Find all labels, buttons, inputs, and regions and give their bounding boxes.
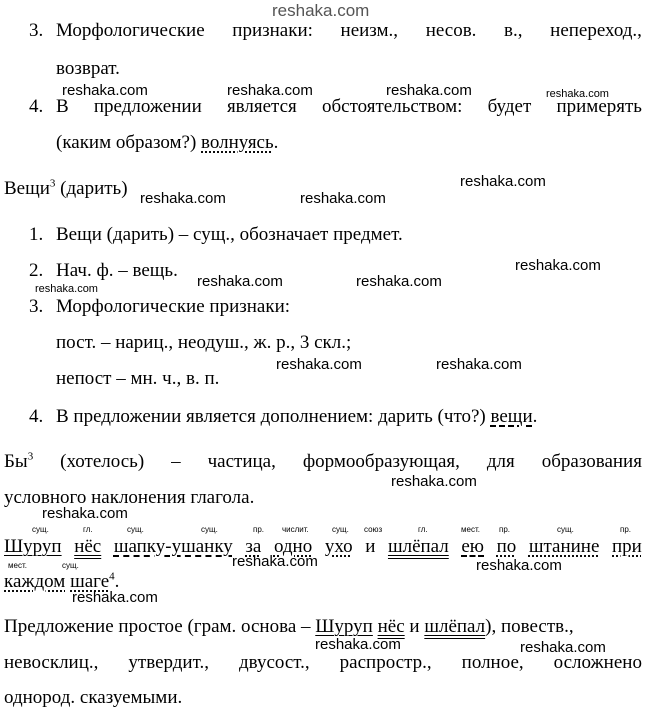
underlined-word: вещи bbox=[490, 406, 533, 427]
particle-paragraph bbox=[4, 451, 642, 473]
list-subitem: непост – мн. ч., в. п. bbox=[56, 368, 220, 389]
watermark: reshaka.com bbox=[391, 473, 477, 490]
word: В bbox=[56, 96, 69, 117]
word: неизм., bbox=[340, 20, 399, 41]
list-number: 4. bbox=[29, 406, 44, 427]
predicate-word: нёс bbox=[74, 536, 102, 557]
analysis-line bbox=[4, 652, 642, 674]
watermark: reshaka.com bbox=[386, 82, 472, 99]
text: . bbox=[532, 406, 538, 427]
pos-tag: пр. bbox=[499, 525, 511, 534]
adverbial-word: при bbox=[612, 536, 642, 557]
watermark: reshaka.com bbox=[197, 273, 283, 290]
word: будет bbox=[487, 96, 532, 117]
watermark: reshaka.com bbox=[272, 1, 370, 20]
object-word: ею bbox=[461, 536, 484, 557]
text: . bbox=[273, 132, 279, 153]
word: полное, bbox=[461, 652, 524, 673]
text: . bbox=[114, 571, 120, 592]
watermark: reshaka.com bbox=[232, 553, 318, 570]
object-word: шапку-ушанку bbox=[113, 536, 233, 557]
pos-tag: сущ. bbox=[32, 525, 49, 534]
list-item bbox=[56, 406, 537, 428]
watermark: reshaka.com bbox=[72, 589, 158, 606]
list-item-continuation bbox=[56, 132, 278, 154]
word: образования bbox=[541, 451, 642, 472]
pos-tag: мест. bbox=[8, 561, 27, 570]
adverbial-word: за bbox=[245, 536, 262, 557]
watermark: reshaka.com bbox=[520, 639, 606, 656]
watermark: reshaka.com bbox=[276, 356, 362, 373]
adverbial-word: одно bbox=[273, 536, 313, 557]
subject-word: Шуруп bbox=[4, 536, 62, 557]
pos-tag: мест. bbox=[461, 525, 480, 534]
heading-word: Вещи bbox=[4, 178, 50, 199]
word: предложении bbox=[93, 96, 202, 117]
word: невосклиц., bbox=[4, 652, 99, 673]
text: и bbox=[404, 616, 425, 637]
superscript: 4 bbox=[109, 570, 115, 583]
watermark: reshaka.com bbox=[227, 82, 313, 99]
word: является bbox=[226, 96, 297, 117]
word: (хотелось) bbox=[60, 451, 145, 472]
superscript: 3 bbox=[27, 450, 34, 463]
word: примерять bbox=[556, 96, 642, 117]
watermark: reshaka.com bbox=[436, 356, 522, 373]
watermark: reshaka.com bbox=[42, 505, 128, 522]
word: двусост., bbox=[238, 652, 310, 673]
word: непереход., bbox=[550, 20, 642, 41]
list-number: 2. bbox=[29, 260, 44, 281]
watermark: reshaka.com bbox=[35, 283, 98, 295]
word: для bbox=[486, 451, 515, 472]
subject-word: Шуруп bbox=[315, 616, 373, 637]
text: В предложении является дополнением: дарить (что?) bbox=[56, 406, 491, 427]
underlined-word: волнуясь bbox=[201, 132, 274, 153]
pos-tag: числит. bbox=[282, 525, 309, 534]
watermark: reshaka.com bbox=[140, 190, 226, 207]
paragraph-continuation: условного наклонения глагола. bbox=[4, 487, 255, 508]
word-heading bbox=[4, 178, 128, 200]
predicate-word: шлёпал bbox=[424, 616, 486, 637]
list-item bbox=[56, 96, 642, 118]
list-number: 1. bbox=[29, 224, 44, 245]
watermark: reshaka.com bbox=[515, 257, 601, 274]
adverbial-word: ухо bbox=[324, 536, 353, 557]
predicate-word: шлёпал bbox=[387, 536, 449, 557]
adverbial-word: по bbox=[496, 536, 517, 557]
list-item: Морфологические признаки: bbox=[56, 296, 291, 317]
adverbial-word: шаге bbox=[70, 571, 110, 592]
list-number: 4. bbox=[29, 96, 44, 117]
list-item: Нач. ф. – вещь. bbox=[56, 260, 178, 281]
superscript: 3 bbox=[49, 177, 56, 190]
list-item bbox=[56, 20, 642, 42]
pos-tag: гл. bbox=[418, 525, 428, 534]
word: распростр., bbox=[339, 652, 432, 673]
list-subitem: пост. – нариц., неодуш., ж. р., 3 скл.; bbox=[56, 332, 352, 353]
word bbox=[4, 451, 33, 473]
pos-tag: сущ. bbox=[557, 525, 574, 534]
adverbial-word: каждом bbox=[4, 571, 66, 592]
word: утвердит., bbox=[128, 652, 209, 673]
text: ), повеств., bbox=[485, 616, 574, 637]
watermark: reshaka.com bbox=[62, 82, 148, 99]
list-number: 3. bbox=[29, 20, 44, 41]
parsed-sentence bbox=[4, 536, 642, 558]
list-item: Вещи (дарить) – сущ., обозначает предмет. bbox=[56, 224, 403, 245]
adverbial-word: штанине bbox=[528, 536, 600, 557]
pos-tag: сущ. bbox=[127, 525, 144, 534]
pos-tag: сущ. bbox=[201, 525, 218, 534]
pos-tag: пр. bbox=[620, 525, 632, 534]
list-item-continuation: возврат. bbox=[56, 58, 120, 79]
pos-tag: сущ. bbox=[332, 525, 349, 534]
word: обстоятельством: bbox=[321, 96, 463, 117]
word-text: Бы bbox=[4, 451, 28, 472]
word: осложнено bbox=[553, 652, 642, 673]
watermark: reshaka.com bbox=[356, 273, 442, 290]
word: признаки: bbox=[232, 20, 313, 41]
pos-tag: пр. bbox=[253, 525, 265, 534]
watermark: reshaka.com bbox=[300, 190, 386, 207]
analysis-line bbox=[4, 616, 574, 638]
text: Предложение простое (грам. основа – bbox=[4, 616, 316, 637]
watermark: reshaka.com bbox=[546, 88, 609, 100]
word: – bbox=[171, 451, 181, 472]
predicate-word: нёс bbox=[377, 616, 405, 637]
word: несов. bbox=[425, 20, 477, 41]
pos-tag: сущ. bbox=[62, 561, 79, 570]
word: в., bbox=[504, 20, 523, 41]
word: частица, bbox=[207, 451, 276, 472]
heading-rest: (дарить) bbox=[55, 178, 128, 199]
conjunction-word: и bbox=[365, 536, 376, 557]
list-number: 3. bbox=[29, 296, 44, 317]
watermark: reshaka.com bbox=[476, 557, 562, 574]
watermark: reshaka.com bbox=[315, 636, 401, 653]
watermark: reshaka.com bbox=[460, 173, 546, 190]
pos-tag: союз bbox=[364, 525, 383, 534]
text: (каким образом?) bbox=[56, 132, 197, 153]
word: Морфологические bbox=[56, 20, 205, 41]
pos-tag: гл. bbox=[83, 525, 93, 534]
word: формообразующая, bbox=[302, 451, 460, 472]
analysis-line: однород. сказуемыми. bbox=[4, 687, 183, 708]
